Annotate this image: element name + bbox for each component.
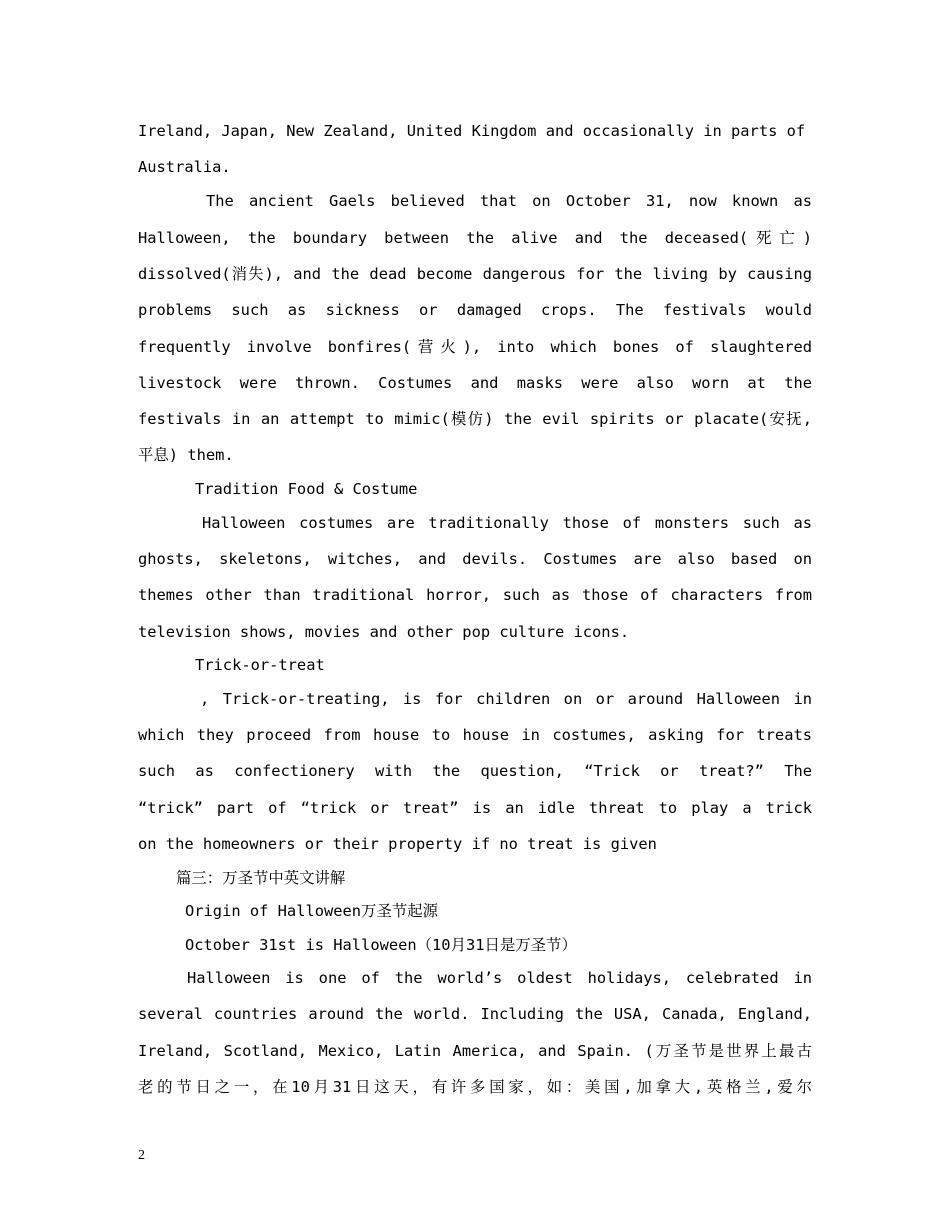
- body-text-line: themes other than traditional horror, such as those of characters from: [138, 586, 812, 604]
- section-subheading: Origin of Halloween万圣节起源: [185, 902, 439, 920]
- section-subheading: October 31st is Halloween（10月31日是万圣节）: [185, 936, 577, 954]
- body-text-line: Halloween is one of the world’s oldest holidays, celebrated in: [187, 969, 812, 987]
- body-text-line: Halloween, the boundary between the alive and the deceased(死亡): [138, 229, 812, 247]
- body-text-line: festivals in an attempt to mimic(模仿) the evil spirits or placate(安抚,: [138, 410, 812, 428]
- body-text-line: several countries around the world. Including the USA, Canada, England,: [138, 1005, 812, 1023]
- body-text-line: 老的节日之一，在10月31日这天，有许多国家，如：美国,加拿大,英格兰,爱尔: [138, 1078, 812, 1096]
- body-text-line: problems such as sickness or damaged crops. The festivals would: [138, 301, 812, 319]
- body-text-line: , Trick-or-treating, is for children on or around Halloween in: [200, 690, 812, 708]
- body-text-line: ghosts, skeletons, witches, and devils. Costumes are also based on: [138, 550, 812, 568]
- body-text-line: television shows, movies and other pop culture icons.: [138, 623, 630, 641]
- body-text-line: on the homeowners or their property if no treat is given: [138, 835, 657, 853]
- section-heading: Trick-or-treat: [195, 656, 325, 674]
- body-text-line: livestock were thrown. Costumes and masks were also worn at the: [138, 374, 812, 392]
- section-heading: Tradition Food & Costume: [195, 480, 418, 498]
- body-text-line: dissolved(消失), and the dead become dangerous for the living by causing: [138, 265, 812, 283]
- body-text-line: 平息) them.: [138, 446, 234, 464]
- body-text-line: frequently involve bonfires(营火), into which bones of slaughtered: [138, 338, 812, 356]
- body-text-line: “trick” part of “trick or treat” is an idle threat to play a trick: [138, 799, 812, 817]
- body-text-line: Ireland, Scotland, Mexico, Latin America, and Spain. (万圣节是世界上最古: [138, 1042, 812, 1060]
- body-text-line: Halloween costumes are traditionally those of monsters such as: [202, 514, 812, 532]
- body-text-line: Ireland, Japan, New Zealand, United Kingdom and occasionally in parts of: [138, 122, 806, 140]
- section-heading: 篇三：万圣节中英文讲解: [176, 869, 346, 887]
- body-text-line: which they proceed from house to house in costumes, asking for treats: [138, 726, 812, 744]
- body-text-line: The ancient Gaels believed that on October 31, now known as: [206, 192, 812, 210]
- body-text-line: Australia.: [138, 158, 231, 176]
- page-number: 2: [138, 1148, 145, 1163]
- body-text-line: such as confectionery with the question, “Trick or treat?” The: [138, 762, 812, 780]
